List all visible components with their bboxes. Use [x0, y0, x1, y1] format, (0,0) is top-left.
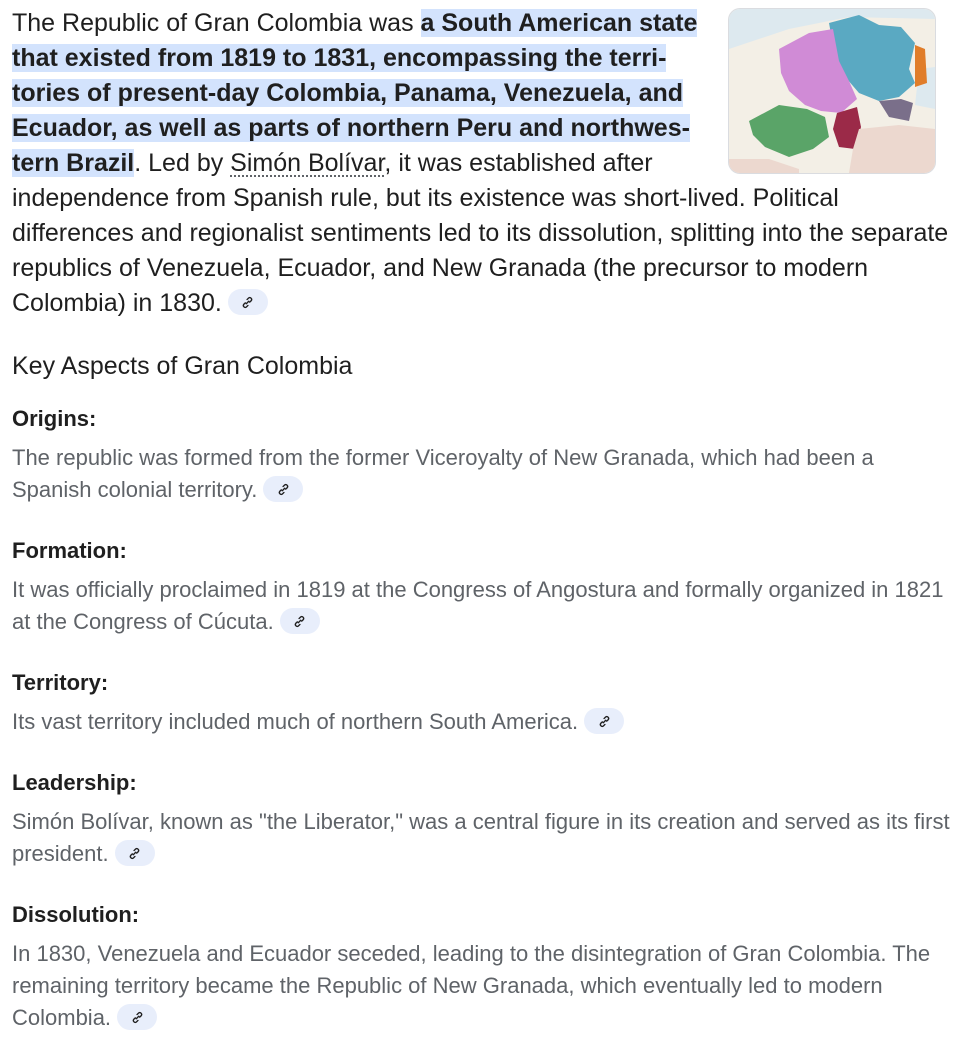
- map-image: [729, 9, 935, 173]
- aspect-title: Territory:: [12, 670, 109, 695]
- aspect-title: Dissolution:: [12, 902, 140, 927]
- aspect-body: [12, 574, 952, 638]
- link-icon: [276, 482, 291, 497]
- aspect-title: Formation:: [12, 538, 127, 563]
- source-link-chip[interactable]: [115, 840, 155, 866]
- intro-mid: . Led by: [134, 149, 231, 177]
- link-icon: [292, 614, 307, 629]
- aspect-text: Its vast territory included much of northern South America.: [12, 709, 579, 734]
- aspect-leadership: [12, 766, 952, 870]
- aspect-text: The republic was formed from the former Viceroyalty of New Granada, which had been a Spanish colonial territory.: [12, 445, 874, 502]
- aspect-territory: [12, 666, 952, 738]
- simon-bolivar-link[interactable]: Simón Bolívar: [230, 149, 385, 177]
- aspect-body: [12, 806, 952, 870]
- aspect-text: In 1830, Venezuela and Ecuador seceded, leading to the disintegration of Gran Colombia. The remaining territory became the Republic of New Granada, which eventually led to modern Colombia.: [12, 941, 931, 1030]
- aspect-body: [12, 442, 952, 506]
- link-icon: [597, 714, 612, 729]
- aspect-body: [12, 706, 952, 738]
- intro-highlight: a South American state that existed from 1819 to 1831, encompassing the territories of present-day Colombia, Panama, Venezuela, and Ecuador, as well as parts of northern Peru and northwestern Brazil: [12, 9, 698, 177]
- source-link-chip[interactable]: [280, 608, 320, 634]
- source-link-chip[interactable]: [117, 1004, 157, 1030]
- aspect-origins: [12, 402, 952, 506]
- aspect-text: It was officially proclaimed in 1819 at the Congress of Angostura and formally organized in 1821 at the Congress of Cúcuta.: [12, 577, 944, 634]
- source-link-chip[interactable]: [584, 708, 624, 734]
- aspects-list: [12, 402, 952, 1062]
- link-icon: [127, 846, 142, 861]
- intro-lead: The Republic of Gran Colombia was: [12, 9, 421, 37]
- aspect-title: Leadership:: [12, 770, 137, 795]
- link-icon: [240, 295, 255, 310]
- aspect-dissolution: [12, 898, 952, 1034]
- link-icon: [130, 1010, 145, 1025]
- aspect-body: [12, 938, 952, 1034]
- source-link-chip[interactable]: [228, 289, 268, 315]
- aspect-text: Simón Bolívar, known as "the Liberator," was a central figure in its creation and served as its first president.: [12, 809, 950, 866]
- map-thumbnail[interactable]: [728, 8, 936, 174]
- intro-paragraph: [12, 6, 952, 321]
- source-link-chip[interactable]: [263, 476, 303, 502]
- aspect-title: Origins:: [12, 406, 97, 431]
- aspect-formation: [12, 534, 952, 638]
- section-title: Key Aspects of Gran Colombia: [12, 352, 353, 380]
- intro-rest: , it was established after independence from Spanish rule, but its existence was short-lived. Political differences and regionalist sentiments led to its dissolution, splitting into the separate republics of Venezuela, Ecuador, and New Granada (the precursor to modern Colombia) in 1830.: [12, 149, 949, 317]
